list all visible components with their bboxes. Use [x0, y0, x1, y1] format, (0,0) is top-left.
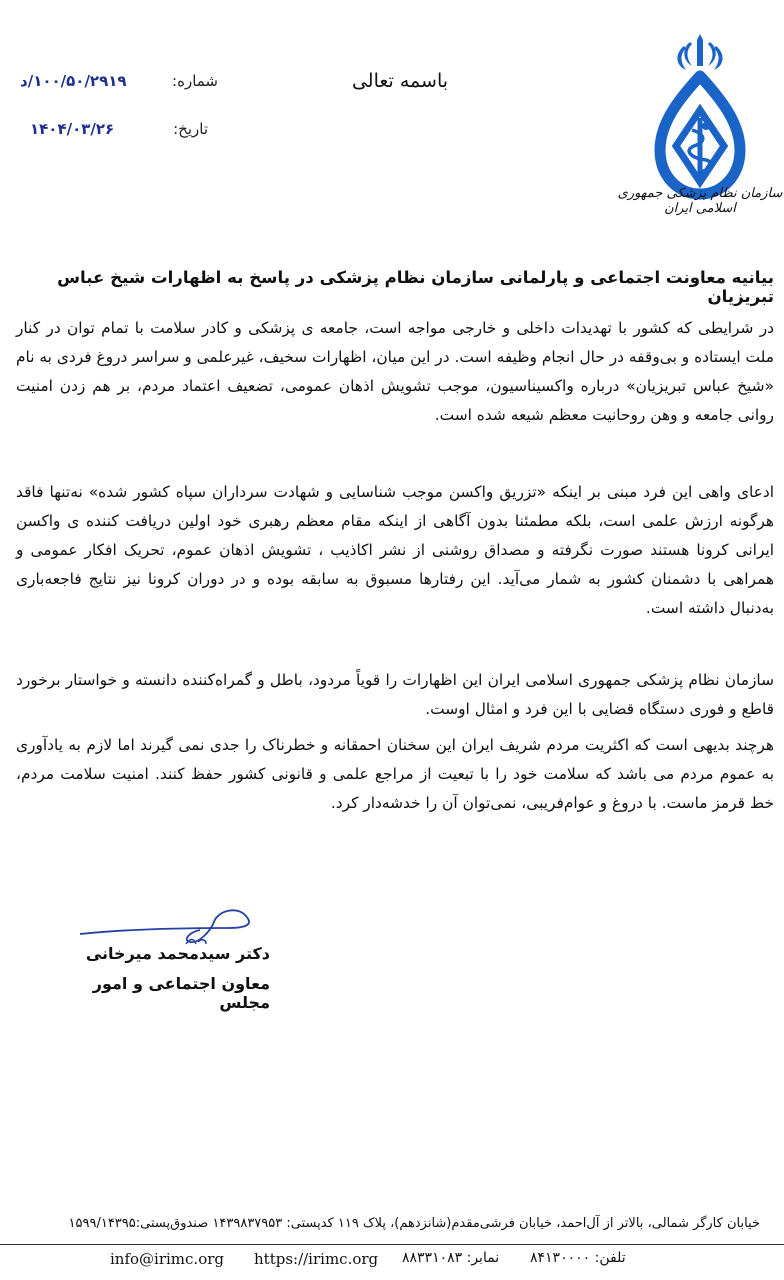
signatory-role: معاون اجتماعی و امور مجلس	[92, 974, 270, 1012]
fax-number: نمابر: ۸۸۳۳۱۰۸۳	[402, 1250, 500, 1266]
letter-heading: باسمه تعالی	[351, 70, 449, 92]
footer-divider	[0, 1244, 784, 1245]
website-link[interactable]: https://irimc.org	[254, 1250, 379, 1268]
phone-number: تلفن: ۸۴۱۳۰۰۰۰	[530, 1250, 626, 1266]
paragraph: در شرایطی که کشور با تهدیدات داخلی و خارجی مواجه است، جامعه ی پزشکی و کادر سلامت با تمام توان در کنار ملت ایستاده و بی‌وقفه در حال انجام وظیفه است. در این میان، اظهارات سخیف، غیرعلمی و سراسر دروغ فردی به نام «شیخ عباس تبریزیان» درباره واکسیناسیون، موجب تشویش اذهان عمومی، تضعیف اعتماد مردم، بر هم زدن امنیت روانی جامعه و وهن روحانیت معظم شیعه شده است.	[16, 319, 774, 424]
signatory-name: دکتر سیدمحمد میرخانی	[85, 944, 270, 963]
letter-number: ۱۰۰/۵۰/۲۹۱۹/د	[20, 72, 127, 90]
number-label: شماره:	[172, 72, 218, 90]
letter-date: ۱۴۰۴/۰۳/۲۶	[30, 120, 115, 138]
footer-address: خیابان کارگر شمالی، بالاتر از آل‌احمد، خیابان فرشی‌مقدم(شانزدهم)، پلاک ۱۱۹ کدپستی: ۱۴۳۹۸۳۷۹۵۳ صندوق‌پستی:۱۵۹۹/۱۴۳۹۵	[68, 1216, 760, 1231]
email-link[interactable]: info@irimc.org	[110, 1250, 225, 1268]
paragraph: سازمان نظام پزشکی جمهوری اسلامی ایران این اظهارات را قویاً مردود، باطل و گمراه‌کننده دانسته و خواستار برخورد قاطع و فوری دستگاه قضایی با این فرد و امثال اوست.	[16, 671, 774, 718]
paragraph: هرچند بدیهی است که اکثریت مردم شریف ایران این سخنان احمقانه و خطرناک را جدی نمی گیرند اما لازم به یادآوری به عموم مردم می باشد که سلامت خود را با تبعیت از مراجع علمی و قانونی کشور حفظ کنند. امنیت سلامت مردم، خط قرمز ماست. با دروغ و عوام‌فریبی، نمی‌توان آن را خدشه‌دار کرد.	[16, 736, 774, 812]
footer-contact	[110, 1250, 634, 1274]
org-name: سازمان نظام پزشکی جمهوری اسلامی ایران	[617, 186, 783, 216]
date-label: تاریخ:	[173, 120, 208, 138]
document-title: بیانیه معاونت اجتماعی و پارلمانی سازمان نظام پزشکی در پاسخ به اظهارات شیخ عباس تبریزیان	[57, 268, 774, 306]
paragraph: ادعای واهی این فرد مبنی بر اینکه «تزریق واکسن موجب شناسایی و شهادت سرداران سپاه کشور شده» نه‌تنها فاقد هرگونه ارزش علمی است، بلکه مطمئنا بدون آگاهی از اینکه مقام معظم رهبری خود اولین دریافت کننده ی واکسن ایرانی کرونا هستند صورت نگرفته و مصداق روشنی از نشر اکاذیب ، تشویش اذهان عموم، تحریک افکار عمومی و همراهی با دشمنان کشور به شمار می‌آید. این رفتارها مسبوق به سابقه بوده و در دوران کرونا نیز نتایج فاجعه‌باری به‌دنبال داشته است.	[16, 483, 774, 617]
